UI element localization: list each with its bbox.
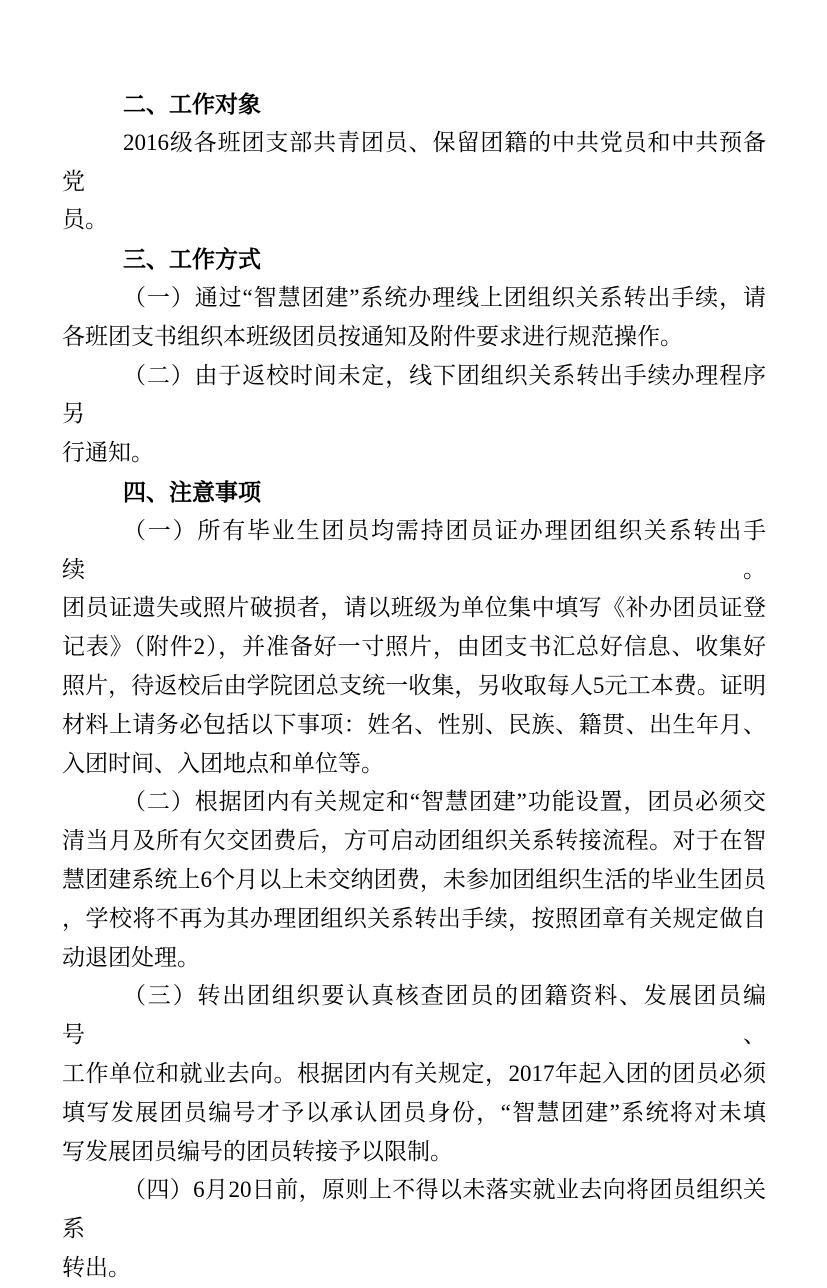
text-line: 填写发展团员编号才予以承认团员身份，“智慧团建”系统将对未填 — [62, 1099, 766, 1125]
text-line: 慧团建系统上6个月以上未交纳团费，未参加团组织生活的毕业生团员 — [62, 866, 766, 892]
text-line: 照片，待返校后由学院团总支统一收集，另收取每人5元工本费。证明 — [62, 672, 766, 698]
heading-line: 三、工作方式 — [123, 246, 261, 273]
text-line: 入团时间、入团地点和单位等。 — [62, 750, 384, 776]
text-line: 写发展团员编号的团员转接予以限制。 — [62, 1138, 453, 1164]
paragraph — [62, 124, 766, 240]
paragraph — [62, 357, 766, 473]
text-line: 记表》（附件2），并准备好一寸照片，由团支书汇总好信息、收集好 — [62, 634, 766, 660]
heading-line: 二、工作对象 — [123, 91, 261, 117]
text-line: （二）由于返校时间未定，线下团组织关系转出手续办理程序另 — [62, 362, 766, 427]
text-line: （一）通过“智慧团建”系统办理线上团组织关系转出手续，请 — [123, 284, 766, 310]
paragraph — [62, 279, 766, 357]
text-line: 行通知。 — [62, 440, 154, 466]
document-body — [62, 85, 766, 1288]
text-line: 材料上请务必包括以下事项：姓名、性别、民族、籍贯、出生年月、 — [62, 711, 766, 737]
text-line: 团员证遗失或照片破损者，请以班级为单位集中填写《补办团员证登 — [62, 595, 766, 621]
section-heading — [62, 240, 766, 279]
text-line: 2016级各班团支部共青团员、保留团籍的中共党员和中共预备党 — [62, 129, 766, 194]
paragraph — [62, 783, 766, 977]
text-line: 员。 — [62, 207, 108, 233]
paragraph — [62, 1171, 766, 1287]
text-line: 工作单位和就业去向。根据团内有关规定，2017年起入团的团员必须 — [62, 1060, 766, 1086]
text-line: 动退团处理。 — [62, 944, 200, 970]
heading-line: 四、注意事项 — [123, 478, 261, 505]
text-line: （三）转出团组织要认真核查团员的团籍资料、发展团员编号、 — [62, 983, 766, 1048]
text-line: ，学校将不再为其办理团组织关系转出手续，按照团章有关规定做自 — [62, 905, 766, 931]
text-line: （二）根据团内有关规定和“智慧团建”功能设置，团员必须交 — [123, 789, 766, 815]
text-line: 各班团支书组织本班级团员按通知及附件要求进行规范操作。 — [62, 323, 683, 349]
text-line: （四）6月20日前，原则上不得以未落实就业去向将团员组织关系 — [62, 1177, 766, 1242]
text-line: 转出。 — [62, 1254, 131, 1280]
paragraph — [62, 512, 766, 784]
text-line: 清当月及所有欠交团费后，方可启动团组织关系转接流程。对于在智 — [62, 828, 766, 854]
section-heading — [62, 85, 766, 124]
section-heading — [62, 473, 766, 512]
text-line: （一）所有毕业生团员均需持团员证办理团组织关系转出手续。 — [62, 517, 766, 582]
paragraph — [62, 977, 766, 1171]
